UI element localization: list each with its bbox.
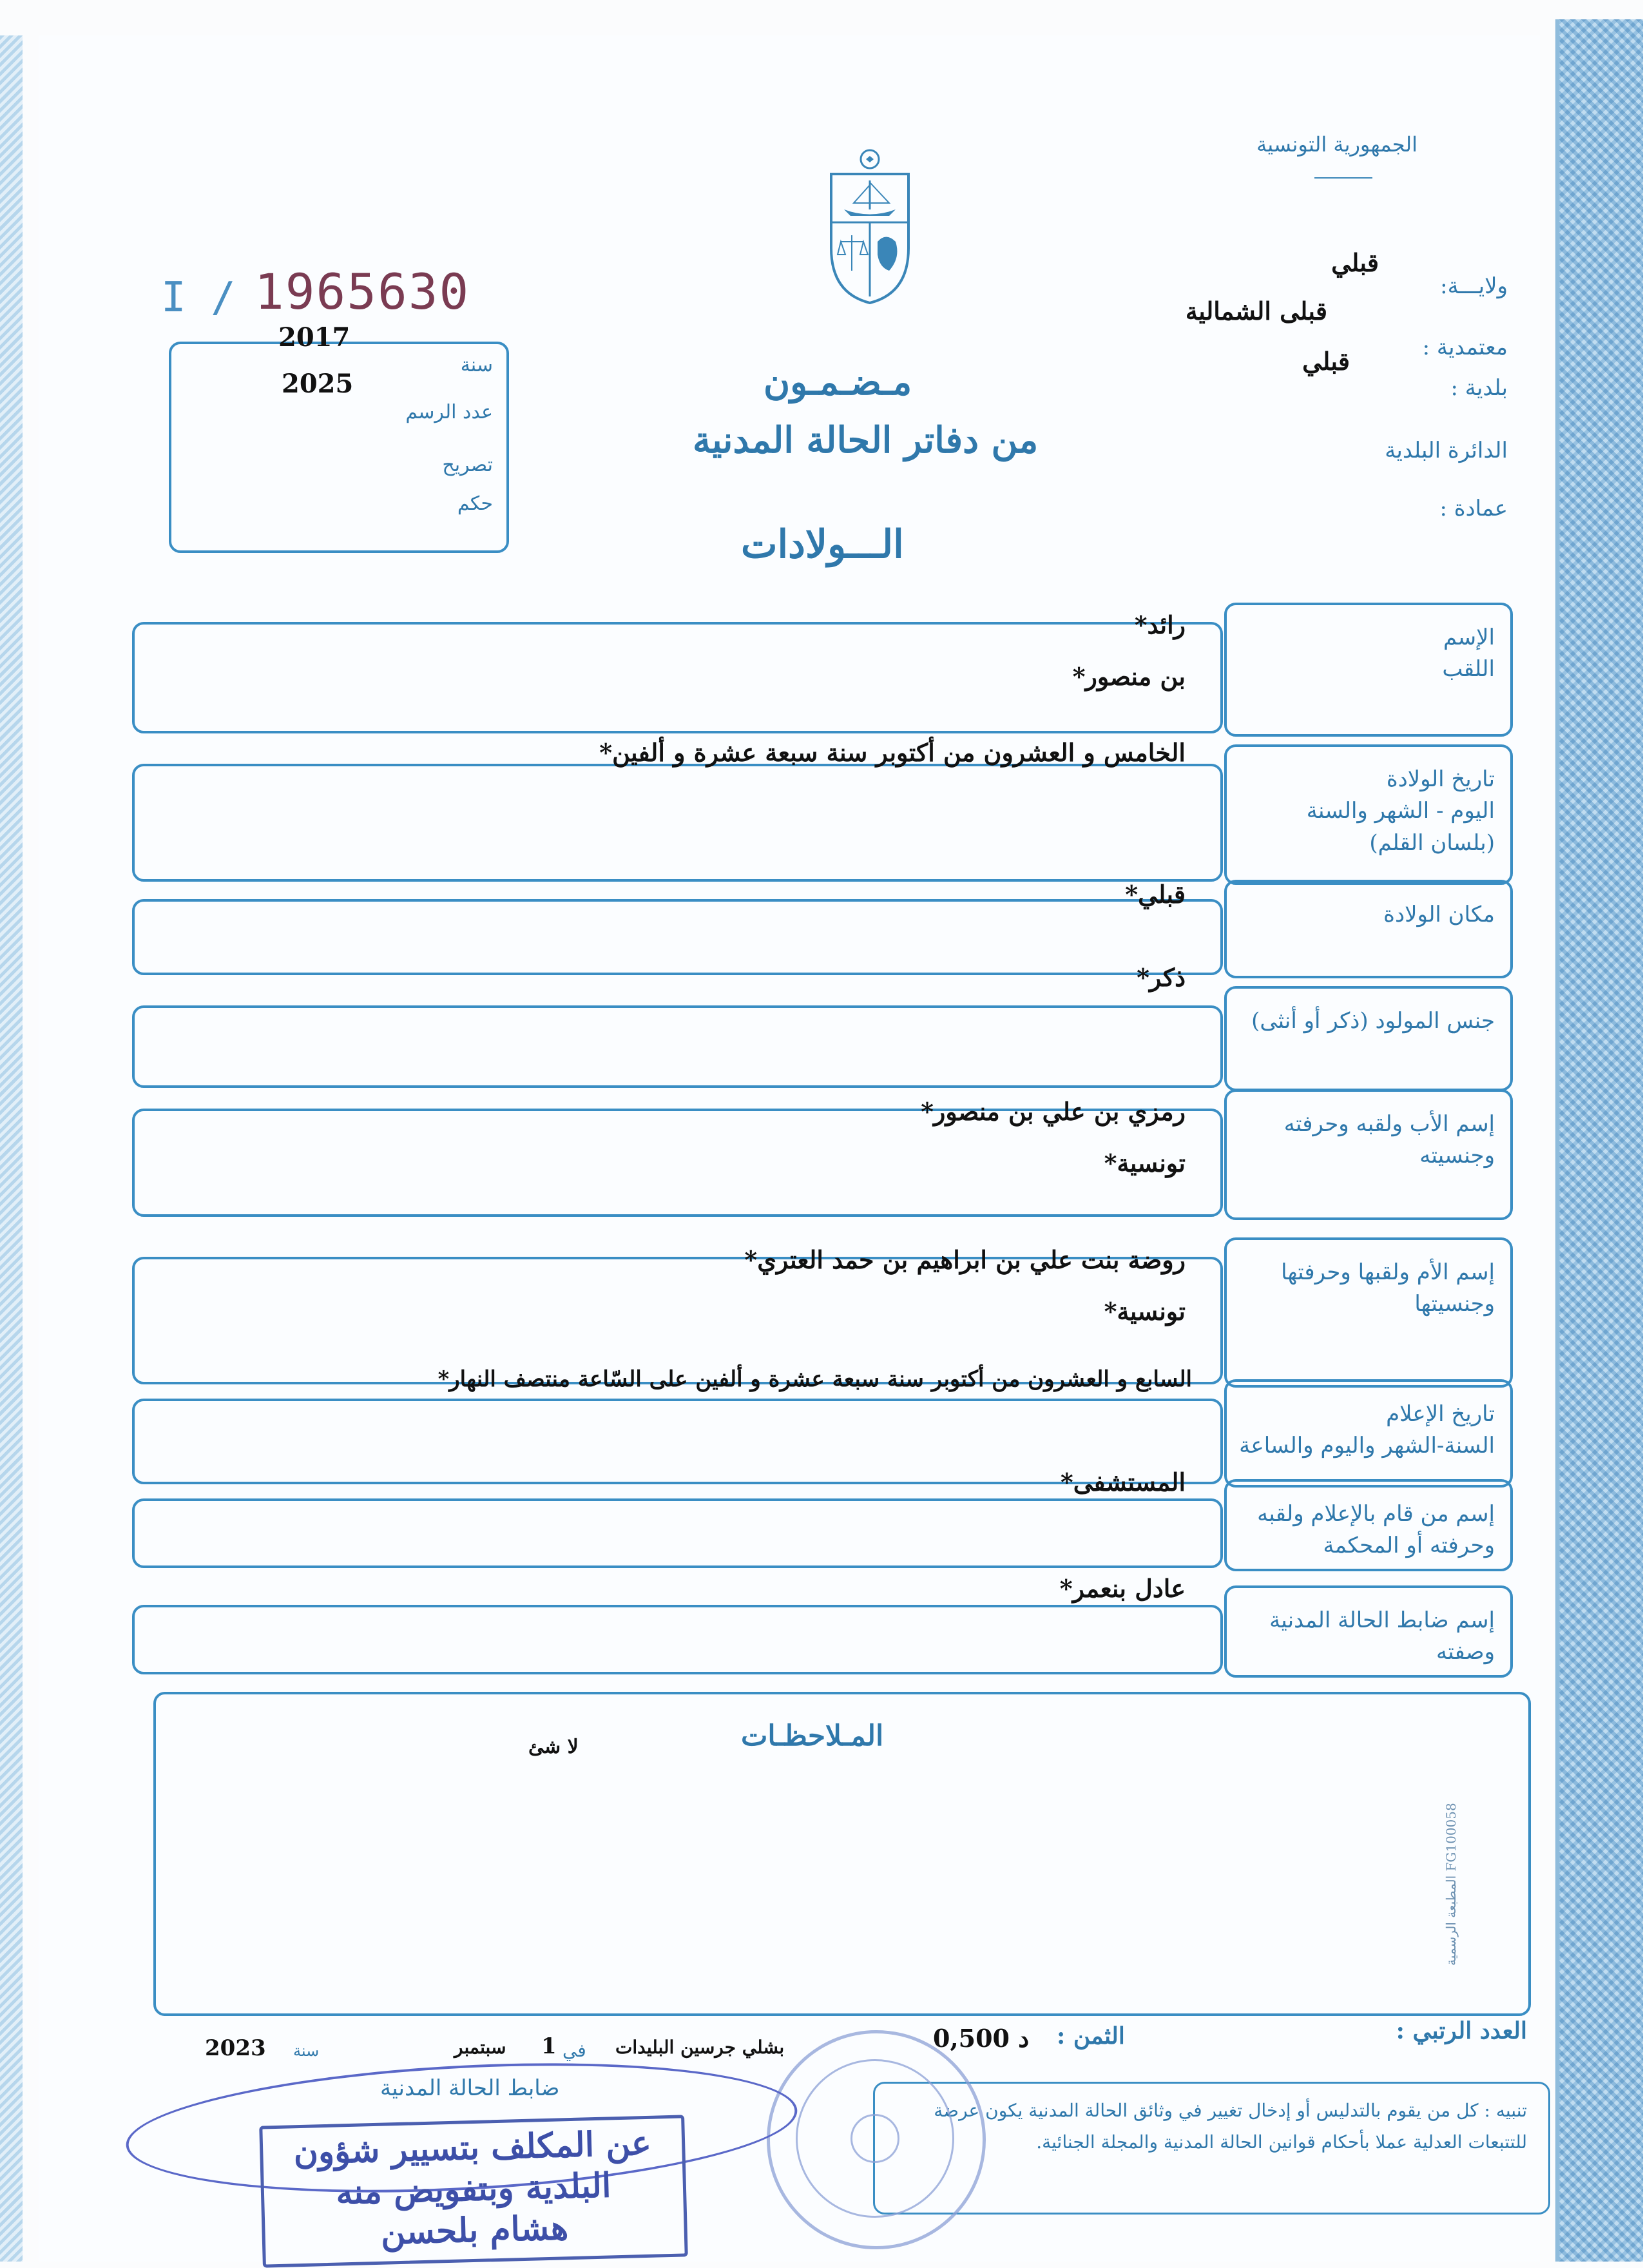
field-label: مكان الولادة xyxy=(1383,902,1495,927)
remarks-label: المـلاحظـات xyxy=(741,1720,884,1752)
field-label: تاريخ الإعلام السنة-الشهر واليوم والساعة xyxy=(1239,1401,1495,1459)
registry-number-label: عدد الرسم xyxy=(405,401,493,423)
footer-day-value: 1 xyxy=(541,2033,557,2059)
municipality-label: بلدية : xyxy=(1450,375,1508,401)
remarks-value: لا شئ xyxy=(528,1736,579,1758)
registry-declaration-label: تصريح xyxy=(442,454,493,476)
field-label: إسم من قام بالإعلام ولقبه وحرفته أو المحكمة xyxy=(1257,1501,1495,1559)
registry-year-value: 2017 xyxy=(278,322,351,353)
district-label: الدائرة البلدية xyxy=(1385,438,1508,463)
footer-day-label: في xyxy=(562,2040,586,2061)
field-label: إسم الأم ولقبها وحرفتها وجنسيتها xyxy=(1281,1259,1495,1317)
field-value-box xyxy=(132,1498,1223,1568)
footer-serial-label: العدد الرتبي : xyxy=(1396,2017,1527,2044)
field-label: إسم الأب ولقبه وحرفته وجنسيته xyxy=(1283,1111,1495,1169)
omda-label: عمادة : xyxy=(1439,496,1508,521)
field-value: الخامس و العشرون من أكتوبر سنة سبعة عشرة و ألفين* xyxy=(599,738,1186,767)
right-guilloche-border xyxy=(1555,19,1643,2262)
serial-prefix: I / xyxy=(161,274,236,322)
warning-text: تنبيه : كل من يقوم بالتدليس أو إدخال تغيير في وثائق الحالة المدنية يكون عرضة للتتبعات العدلية عملا بأحكام قوانين الحالة المدنية والمجلة الجنائية. xyxy=(934,2100,1527,2153)
field-label: تاريخ الولادة اليوم - الشهر والسنة (بلسان القلم) xyxy=(1306,766,1495,856)
births-title: الـــولادات xyxy=(741,522,904,567)
field-value-box xyxy=(132,1605,1223,1674)
official-stamp xyxy=(259,2115,688,2267)
registry-judgment-label: حكم xyxy=(457,492,493,515)
field-value-box xyxy=(132,1399,1223,1484)
governorate-label: ولايـــة: xyxy=(1440,273,1508,299)
registry-year-label: سنة xyxy=(460,354,493,376)
registry-number-value: 2025 xyxy=(282,369,354,399)
left-guilloche-border xyxy=(0,35,23,2262)
tunisia-coat-of-arms-icon xyxy=(825,145,915,306)
field-value: السابع و العشرون من أكتوبر سنة سبعة عشرة و ألفين على السّاعة منتصف النهار* xyxy=(437,1366,1192,1392)
delegation-value: قبلى الشمالية xyxy=(1185,296,1327,325)
republic-underline xyxy=(1314,177,1372,179)
footer-year-value: 2023 xyxy=(205,2035,266,2061)
stamp-line-3: هشام بلحسن xyxy=(380,2208,569,2253)
stamp-line-1: عن المكلف بتسيير شؤون xyxy=(293,2123,652,2173)
field-label-box xyxy=(1224,986,1513,1091)
footer-place: بشلي جرسين البليدات xyxy=(615,2037,785,2058)
field-value: روضة بنت علي بن ابراهيم بن حمد العتري* تونسية* xyxy=(744,1245,1186,1326)
side-printer-code: المطبعة الرسمية FG100058 xyxy=(1443,1803,1459,1966)
republic-title: الجمهورية التونسية xyxy=(1256,132,1417,157)
serial-number: 1965630 xyxy=(255,263,470,320)
field-label: الإسم اللقب xyxy=(1442,625,1495,683)
registers-title: من دفاتر الحالة المدنية xyxy=(693,419,1039,461)
field-value-box xyxy=(132,622,1223,733)
governorate-value: قبلي xyxy=(1331,248,1379,277)
stamp-line-2: البلدية وبتفويض منه xyxy=(335,2166,612,2213)
field-value-box xyxy=(132,764,1223,882)
field-value: قبلي* xyxy=(1125,880,1186,909)
field-value: رائد* بن منصور* xyxy=(1072,610,1186,691)
field-value: رمزي بن علي بن منصور* تونسية* xyxy=(921,1097,1186,1178)
field-value: عادل بنعمر* xyxy=(1059,1574,1186,1603)
round-seal-icon xyxy=(767,2030,986,2249)
footer-year-label: سنة xyxy=(293,2042,320,2060)
field-value-box xyxy=(132,1005,1223,1088)
municipality-value: قبلي xyxy=(1302,347,1350,376)
footer-price-value: 0,500 د xyxy=(933,2024,1030,2053)
field-label: جنس المولود (ذكر أو أنثى) xyxy=(1251,1008,1495,1034)
footer-month-value: سبتمبر xyxy=(454,2037,506,2058)
field-value-box xyxy=(132,899,1223,975)
delegation-label: معتمدية : xyxy=(1422,334,1508,360)
field-label: إسم ضابط الحالة المدنية وصفته xyxy=(1269,1607,1495,1665)
field-value: ذكر* xyxy=(1137,963,1186,992)
extract-title: مـضـمـون xyxy=(764,361,912,403)
footer-officer-title: ضابط الحالة المدنية xyxy=(380,2075,560,2101)
footer-price-label: الثمن : xyxy=(1057,2022,1125,2050)
field-value: المستشفى* xyxy=(1060,1468,1186,1497)
